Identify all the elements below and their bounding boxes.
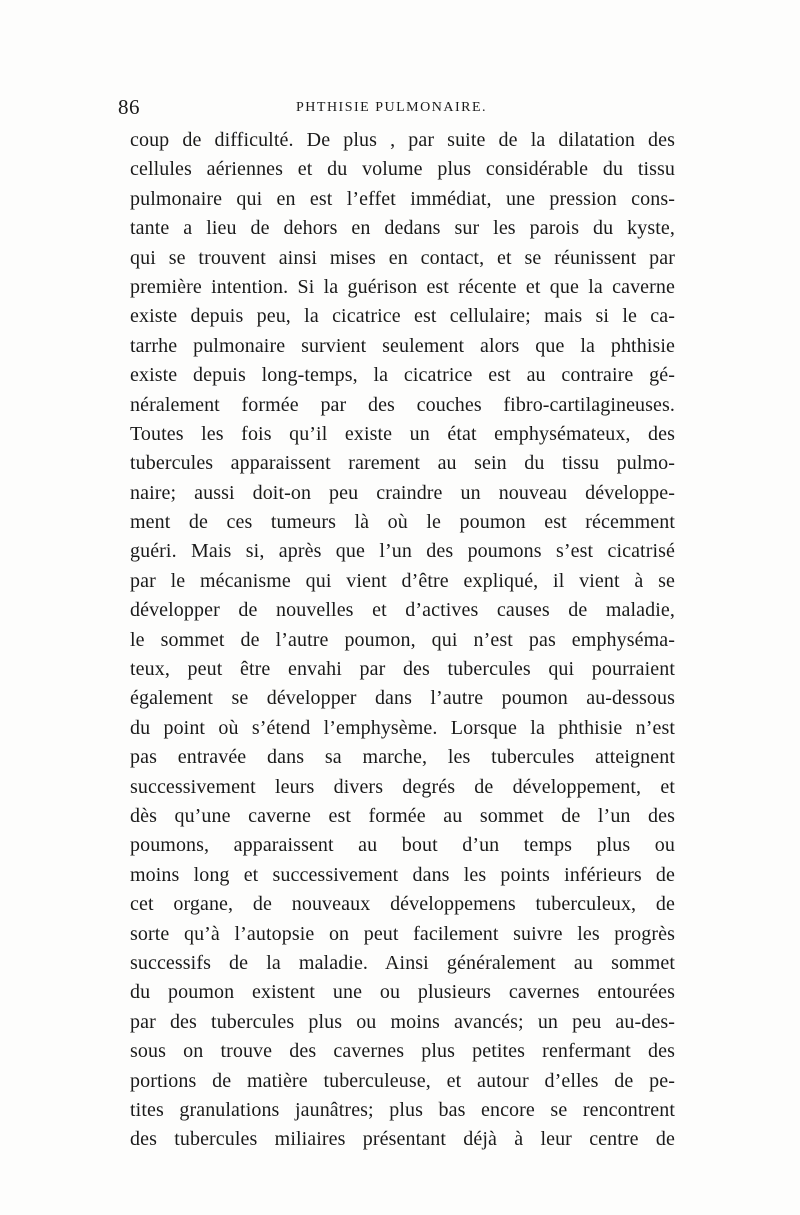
- text-line: tante a lieu de dehors en dedans sur les parois du kyste,: [130, 217, 675, 240]
- text-line: pas entravée dans sa marche, les tubercules atteignent: [130, 746, 675, 769]
- page-number: 86: [118, 95, 140, 119]
- text-line: dès qu’une caverne est formée au sommet de l’un des: [130, 804, 675, 827]
- text-line: poumons, apparaissent au bout d’un temps plus ou: [130, 834, 675, 857]
- text-line: Toutes les fois qu’il existe un état emphysémateux, des: [130, 422, 675, 445]
- body-text: [130, 126, 675, 1155]
- text-line: sous on trouve des cavernes plus petites renfermant des: [130, 1040, 675, 1063]
- text-line: des tubercules miliaires présentant déjà à leur centre de: [130, 1128, 675, 1151]
- text-line: guéri. Mais si, après que l’un des poumons s’est cicatrisé: [130, 540, 675, 563]
- text-line: le sommet de l’autre poumon, qui n’est pas emphyséma-: [130, 628, 675, 651]
- running-title: PHTHISIE PULMONAIRE.: [296, 100, 487, 115]
- text-line: teux, peut être envahi par des tubercules qui pourraient: [130, 658, 675, 681]
- text-line: du point où s’étend l’emphysème. Lorsque la phthisie n’est: [130, 716, 675, 739]
- text-line: par le mécanisme qui vient d’être expliqué, il vient à se: [130, 569, 675, 592]
- text-line: également se développer dans l’autre poumon au-dessous: [130, 687, 675, 710]
- text-line: cet organe, de nouveaux développemens tuberculeux, de: [130, 893, 675, 916]
- text-line: par des tubercules plus ou moins avancés; un peu au-des-: [130, 1010, 675, 1033]
- text-line: existe depuis long-temps, la cicatrice est au contraire gé-: [130, 364, 675, 387]
- text-line: cellules aériennes et du volume plus considérable du tissu: [130, 158, 675, 181]
- text-line: moins long et successivement dans les points inférieurs de: [130, 863, 675, 886]
- text-line: pulmonaire qui en est l’effet immédiat, une pression cons-: [130, 187, 675, 210]
- text-line: successivement leurs divers degrés de développement, et: [130, 775, 675, 798]
- text-line: ment de ces tumeurs là où le poumon est récemment: [130, 511, 675, 534]
- text-line: existe depuis peu, la cicatrice est cellulaire; mais si le ca-: [130, 305, 675, 328]
- text-line: tubercules apparaissent rarement au sein du tissu pulmo-: [130, 452, 675, 475]
- text-line: qui se trouvent ainsi mises en contact, et se réunissent par: [130, 246, 675, 269]
- running-head: [118, 95, 678, 125]
- text-line: sorte qu’à l’autopsie on peut facilement suivre les progrès: [130, 922, 675, 945]
- text-line: portions de matière tuberculeuse, et autour d’elles de pe-: [130, 1069, 675, 1092]
- text-line: néralement formée par des couches fibro-cartilagineuses.: [130, 393, 675, 416]
- text-line: coup de difficulté. De plus , par suite de la dilatation des: [130, 129, 675, 151]
- text-line: naire; aussi doit-on peu craindre un nouveau développe-: [130, 481, 675, 504]
- text-line: tites granulations jaunâtres; plus bas encore se rencontrent: [130, 1098, 675, 1121]
- text-line: développer de nouvelles et d’actives causes de maladie,: [130, 599, 675, 622]
- text-line: du poumon existent une ou plusieurs cavernes entourées: [130, 981, 675, 1004]
- text-line: première intention. Si la guérison est récente et que la caverne: [130, 275, 675, 298]
- text-line: tarrhe pulmonaire survient seulement alors que la phthisie: [130, 334, 675, 357]
- text-line: successifs de la maladie. Ainsi généralement au sommet: [130, 951, 675, 974]
